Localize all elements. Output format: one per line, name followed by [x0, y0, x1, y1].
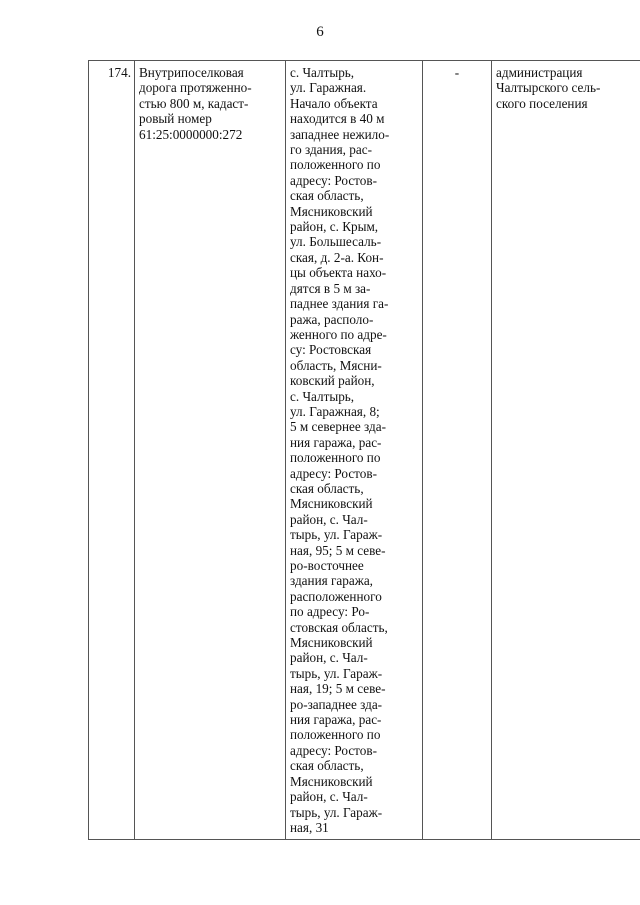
empty-value: -: [454, 65, 460, 80]
owner-name: администрация Чалтырского сель- ского поселения: [496, 65, 601, 111]
object-name-cell: [135, 61, 286, 840]
page-number: 6: [316, 24, 324, 40]
owner-cell: [492, 61, 640, 840]
empty-value-cell: [423, 61, 492, 840]
object-name: Внутрипоселковая дорога протяженно- стью 800 м, кадаст- ровый номер 61:25:0000000:272: [139, 65, 252, 142]
row-number: 174.: [107, 65, 131, 80]
property-table: [88, 60, 640, 840]
row-number-cell: [89, 61, 135, 840]
table-row: [89, 61, 640, 840]
object-location: с. Чалтырь, ул. Гаражная. Начало объекта находится в 40 м западнее нежило- го здания, рас- положенного по адресу: Ростов- ская область, Мясниковский район, с. Крым, ул. Большесаль- ская, д. 2-а. Кон- цы объекта нахо- дятся в 5 м за- паднее здания га- ража, располо- женного по адре- су: Ростовская область, Мясни- ковский район, с. Чалтырь, ул. Гаражная, 8; 5 м севернее зда- ния гаража, рас- положенного по адресу: Ростов- ская область, Мясниковский район, с. Чал- тырь, ул. Гараж- ная, 95; 5 м севе- ро-восточнее здания гаража, расположенного по адресу: Ро- стовская область, Мясниковский район, с. Чал- тырь, ул. Гараж- ная, 19; 5 м севе- ро-западнее зда- ния гаража, рас- положенного по адресу: Ростов- ская область, Мясниковский район, с. Чал- тырь, ул. Гараж- ная, 31: [290, 65, 390, 835]
object-location-cell: [286, 61, 423, 840]
